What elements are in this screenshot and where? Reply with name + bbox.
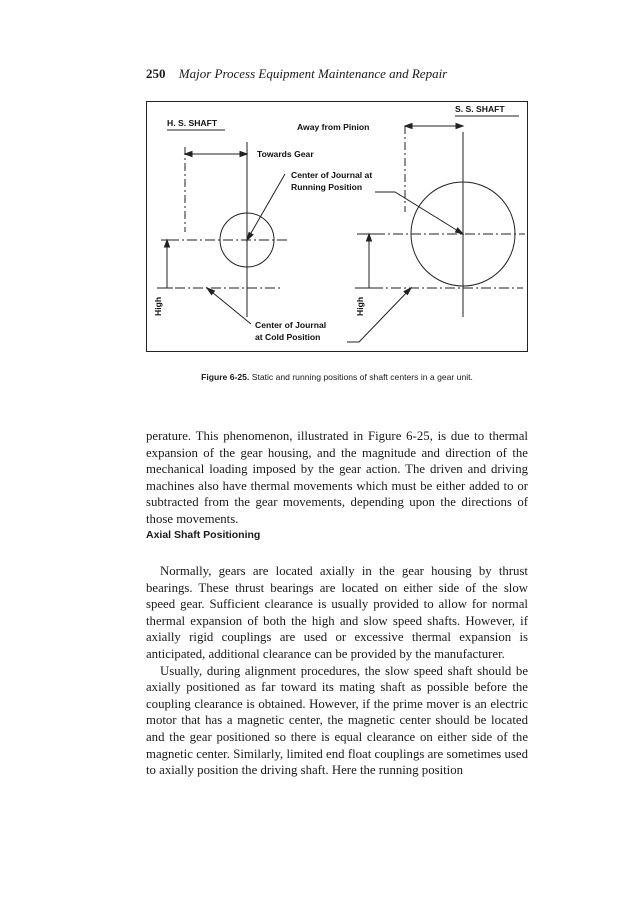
center-cold-label-2: at Cold Position (255, 332, 321, 342)
hs-high-arrowhead (165, 240, 170, 247)
running-title: Major Process Equipment Maintenance and Repair (178, 66, 448, 81)
paragraph-1: perature. This phenomenon, illustrated in Figure 6-25, is due to thermal expansion of the gear housing, and the magnitude and direction of the mechanical loading imposed by the gear action. The driven and driving machines also have thermal movements which must be either added to or subtracted from the gear movements, depending upon the directions of those movements. (146, 429, 528, 526)
center-running-label-1: Center of Journal at (291, 170, 373, 180)
paragraph-continued (146, 428, 528, 528)
towards-gear-label: Towards Gear (257, 149, 314, 159)
caption-label: Figure 6-25. (201, 372, 250, 382)
center-cold-label-1: Center of Journal (255, 320, 327, 330)
away-from-pinion-label: Away from Pinion (297, 122, 370, 132)
shaft-center-diagram (147, 102, 529, 353)
center-running-label-2: Running Position (291, 182, 363, 192)
figure-6-25 (146, 101, 528, 352)
high-label-right: High (355, 296, 365, 316)
running-leader-right (375, 192, 463, 234)
paragraph-2: Normally, gears are located axially in the gear housing by thrust bearings. These thrust bearings are located on either side of the slow speed gear. Sufficient clearance is usually provided to allow for normal thermal expansion of both the high and slow speed shafts. However, if axially rigid couplings are used or excessive thermal expansion is anticipated, additional clearance can be provided by the manufacturer. (146, 564, 528, 661)
running-leader-left (247, 174, 285, 240)
paragraph-3: Usually, during alignment procedures, the slow speed shaft should be axially positioned as far toward its mating shaft as possible before the coupling clearance is obtained. However, if the prime mover is an electric motor that has a magnetic center, the magnetic center should be located and the gear positioned so there is equal clearance on either side of the magnetic center. Similarly, limited end float couplings are sometimes used to axially position the driving shaft. Here the running position (146, 663, 528, 778)
caption-text: Static and running positions of shaft centers in a gear unit. (251, 372, 473, 382)
section-heading: Axial Shaft Positioning (146, 529, 261, 541)
hs-shaft-label: H. S. SHAFT (167, 118, 218, 128)
high-label-left: High (153, 296, 163, 316)
page-header (146, 66, 447, 82)
section-body (146, 563, 528, 779)
running-leader-left-arrow (247, 233, 253, 241)
page-number: 250 (146, 66, 166, 81)
figure-caption (146, 372, 528, 382)
running-leader-right-arrow (456, 228, 464, 234)
cold-leader-left (207, 288, 251, 324)
ss-shaft-label: S. S. SHAFT (455, 104, 505, 114)
ss-high-arrowhead (367, 234, 372, 241)
